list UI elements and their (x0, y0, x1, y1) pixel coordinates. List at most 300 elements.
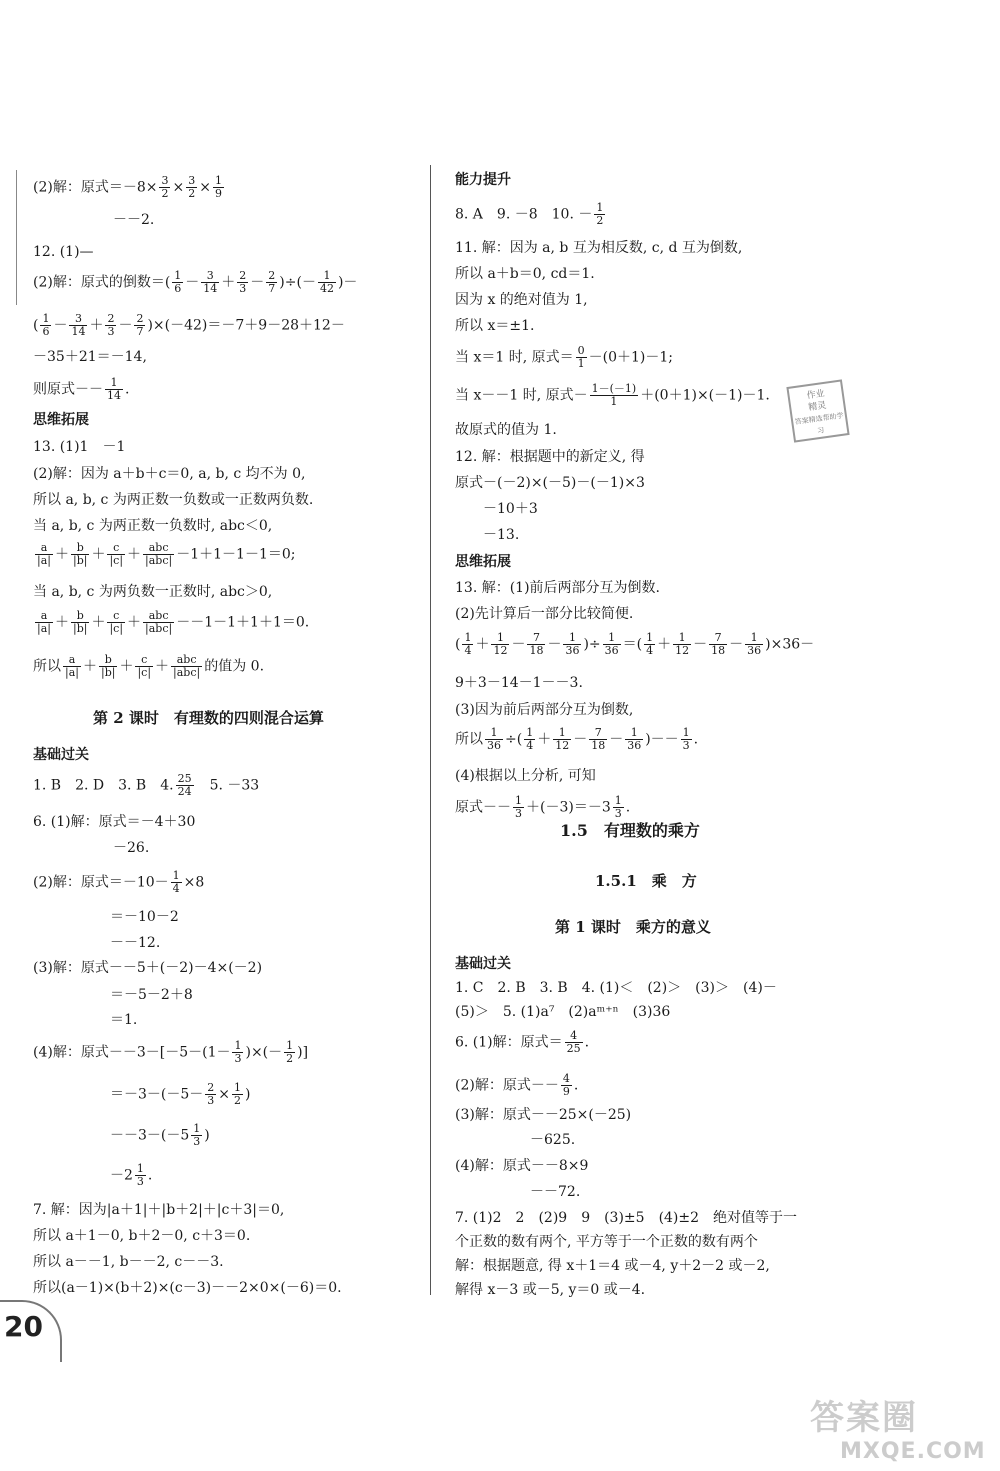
section-heading: 基础过关 (455, 956, 511, 972)
text: － (729, 636, 744, 653)
text: . (625, 799, 631, 816)
text: － (118, 317, 133, 334)
num: b (99, 654, 117, 667)
answer-line: $\frac{a}{|a|}$ ＋ $\frac{b}{|b|}$ ＋ $\frac{c}{|c|}$ ＋ $\frac{\text{abc}}{\text{|abc|}}$ －1＋1－1－1＝0; (37, 541, 296, 567)
num: abc (143, 542, 174, 555)
text: )－ (337, 274, 358, 291)
fraction (176, 773, 194, 798)
fraction (69, 313, 87, 338)
answer-line: 1. C 2. B 3. B 4. (1)＜ (2)＞ (3)＞ (4)－ (455, 980, 777, 996)
text: 1. B 2. D 3. B 4. (33, 777, 174, 794)
answer-line: 所以 a－－1, b－－2, c－－3. (33, 1254, 224, 1270)
den: |abc| (173, 666, 201, 679)
fraction (186, 175, 197, 200)
answer-line (33, 773, 259, 798)
answer-line (33, 270, 357, 295)
den: 2 (161, 187, 169, 200)
answer-line: 12. (1)— (33, 244, 94, 260)
den: 3 (682, 739, 690, 752)
fraction (135, 1163, 146, 1188)
den: 4 (172, 882, 180, 895)
fraction (171, 870, 182, 895)
num: 1 (491, 632, 509, 645)
fraction (71, 542, 89, 567)
text: 所以 (455, 731, 483, 748)
answer-line: 所以 a＋b＝0, cd＝1. (455, 266, 595, 282)
den: 12 (675, 644, 690, 657)
den: 4 (646, 644, 654, 657)
text: － (185, 274, 200, 291)
den: 4 (464, 644, 472, 657)
den: |b| (72, 554, 88, 567)
text: － (250, 274, 265, 291)
fraction (213, 175, 224, 200)
answer-line (455, 795, 630, 820)
den: |c| (109, 622, 124, 635)
num: a (35, 542, 53, 555)
num: 4 (562, 1072, 570, 1085)
fraction (681, 727, 692, 752)
num: 7 (589, 727, 607, 740)
den: 12 (493, 644, 508, 657)
num: 1 (464, 631, 472, 644)
answer-line: －13. (483, 527, 520, 543)
num: 3 (161, 174, 169, 187)
num: 1 (42, 312, 50, 325)
den: 7 (268, 282, 276, 295)
answer-line: －－2. (113, 212, 155, 228)
answer-line: －－72. (530, 1184, 581, 1200)
answer-line (455, 727, 698, 752)
num: 1 (193, 1122, 201, 1135)
text: 5. －33 (195, 777, 260, 794)
fraction (485, 727, 503, 752)
fraction (625, 727, 643, 752)
text: × (172, 179, 185, 196)
text: )×(－42)＝－7＋9－28＋12－ (147, 317, 345, 334)
lesson-title: 第 1 课时 乘方的意义 (555, 918, 711, 936)
fraction (603, 632, 621, 657)
num: 3 (201, 270, 219, 283)
num: 1 (603, 632, 621, 645)
answer-line: 6. (1)解：原式＝－4＋30 (33, 814, 196, 830)
text: －1＋1－1－1＝0; (176, 546, 296, 563)
fraction (107, 610, 125, 635)
den: |c| (137, 666, 152, 679)
fraction (589, 727, 607, 752)
answer-line: (2)先计算后一部分比较简便. (455, 606, 634, 622)
num: 1 (682, 726, 690, 739)
text: ＋(0＋1)×(－1)－1. (640, 387, 770, 404)
fraction (40, 313, 51, 338)
text: )÷ (583, 636, 601, 653)
answer-line (455, 202, 607, 227)
fraction (561, 1073, 572, 1098)
text: ( (455, 636, 461, 653)
den: 18 (529, 644, 544, 657)
den: 36 (487, 739, 501, 752)
fraction (527, 632, 545, 657)
answer-line (33, 870, 204, 895)
den: 3 (614, 807, 622, 820)
num: 2 (239, 269, 247, 282)
page-number: 20 (4, 1310, 43, 1343)
answer-line: 7. (1)2 2 (2)9 9 (3)±5 (4)±2 绝对值等于一 (455, 1210, 798, 1226)
stamp-mark (786, 379, 849, 442)
num: 1 (105, 377, 123, 390)
stamp-text: 作业 (806, 388, 826, 402)
stamp-text: 答案精选帮助学习 (794, 411, 844, 436)
fraction (172, 270, 183, 295)
answer-line (455, 383, 770, 408)
fraction (159, 175, 170, 200)
den: 1 (577, 357, 585, 370)
den: 36 (604, 644, 619, 657)
watermark-url: MXQE.COM (840, 1439, 986, 1464)
left-edge-rule (16, 170, 17, 305)
num: 1 (563, 632, 581, 645)
den: 14 (71, 325, 86, 338)
den: 3 (193, 1135, 201, 1148)
answer-line: 9＋3－14－1－－3. (455, 675, 583, 691)
fraction (524, 727, 535, 752)
answer-line: (3)解：原式－－5＋(－2)－4×(－2) (33, 960, 263, 976)
fraction (709, 632, 727, 657)
num: 3 (188, 174, 196, 187)
num: b (71, 610, 89, 623)
text: )×(－ (245, 1044, 283, 1061)
fraction (107, 542, 125, 567)
text: 则原式－－ (33, 381, 103, 398)
column-divider (430, 165, 431, 1295)
lesson-title: 第 2 课时 有理数的四则混合运算 (93, 709, 324, 727)
den: |c| (109, 554, 124, 567)
num: 1 (515, 794, 522, 807)
text: ( (33, 317, 39, 334)
fraction (171, 654, 202, 679)
num: c (135, 654, 153, 667)
den: 12 (555, 739, 570, 752)
answer-line (110, 1082, 250, 1107)
fraction (553, 727, 571, 752)
answer-line: 11. 解：因为 a, b 互为相反数, c, d 互为倒数, (455, 240, 743, 256)
num: 1 (234, 1081, 242, 1094)
answer-line: (5)＞ 5. (1)a⁷ (2)aᵐ⁺ⁿ (3)36 (455, 1004, 671, 1020)
fraction (563, 632, 581, 657)
watermark-text: 答案圈 (810, 1398, 918, 1438)
text: × (218, 1086, 231, 1103)
num: 1 (553, 727, 571, 740)
answer-line (110, 1163, 152, 1188)
text: . (147, 1167, 153, 1184)
answer-line: 所以 a＋1－0, b＋2－0, c＋3＝0. (33, 1228, 251, 1244)
num: 25 (177, 772, 192, 785)
text: 6. (1)解：原式＝ (455, 1034, 563, 1051)
num: 1 (485, 727, 503, 740)
fraction (613, 795, 624, 820)
text: ＋ (221, 274, 236, 291)
text: . (573, 1077, 579, 1094)
fraction (318, 270, 336, 295)
text: ＋ (89, 317, 104, 334)
text: － (609, 731, 624, 748)
den: 3 (515, 807, 522, 820)
answer-line: (4)解：原式－－8×9 (455, 1158, 589, 1174)
den: |b| (72, 622, 88, 635)
fraction (105, 377, 123, 402)
den: |a| (65, 666, 79, 679)
den: 3 (234, 1052, 242, 1065)
fraction (565, 1030, 583, 1055)
num: 3 (69, 313, 87, 326)
den: 9 (214, 187, 222, 200)
num: 1 (625, 727, 643, 740)
den: 2 (188, 187, 196, 200)
num: 1 (673, 632, 691, 645)
answer-line (455, 1073, 578, 1098)
fraction (237, 270, 248, 295)
num: 4 (565, 1030, 583, 1043)
answer-line: 原式－(－2)×(－5)－(－1)×3 (455, 475, 645, 491)
answer-line (455, 632, 814, 657)
text: － (547, 636, 562, 653)
den: |abc| (145, 554, 173, 567)
fraction (590, 383, 639, 408)
num: 0 (577, 344, 585, 357)
num: a (35, 610, 53, 623)
fraction (205, 1082, 216, 1107)
fraction (745, 632, 763, 657)
answer-line (455, 1030, 589, 1055)
num: 1 (745, 632, 763, 645)
answer-line (33, 1040, 308, 1065)
answer-line: 13. 解：(1)前后两部分互为倒数. (455, 580, 660, 596)
den: 18 (711, 644, 726, 657)
answer-line: 个正数的数有两个, 平方等于一个正数的数有两个 (455, 1234, 758, 1250)
den: 1 (610, 395, 618, 408)
section-heading: 思维拓展 (33, 412, 89, 428)
num: 1 (174, 269, 182, 282)
answer-line: 所以 x＝±1. (455, 318, 535, 334)
section-heading: 思维拓展 (455, 554, 511, 570)
fraction (284, 1040, 295, 1065)
num: 1 (646, 631, 654, 644)
den: 3 (107, 325, 115, 338)
fraction (232, 1040, 243, 1065)
text: ) (204, 1127, 210, 1144)
section-title: 1.5 有理数的乘方 (560, 821, 700, 840)
den: |abc| (145, 622, 173, 635)
fraction (576, 345, 587, 370)
text: ＋ (537, 731, 552, 748)
den: 36 (565, 644, 580, 657)
answer-line: －35＋21＝－14, (33, 349, 147, 365)
fraction (71, 610, 89, 635)
den: 14 (203, 282, 218, 295)
fraction (99, 654, 117, 679)
fraction (143, 610, 174, 635)
text: 的值为 0. (204, 658, 265, 675)
fraction (232, 1082, 243, 1107)
fraction (594, 202, 605, 227)
den: 3 (136, 1175, 144, 1188)
text: . (584, 1034, 590, 1051)
den: |b| (100, 666, 116, 679)
answer-line: 故原式的值为 1. (455, 422, 557, 438)
den: 25 (566, 1042, 581, 1055)
den: 6 (42, 325, 50, 338)
answer-line: ＝－10－2 (110, 909, 179, 925)
text: －(0＋1)－1; (588, 349, 673, 366)
answer-line (455, 345, 673, 370)
num: 1 (614, 794, 622, 807)
num: 2 (107, 312, 115, 325)
fraction (35, 542, 53, 567)
answer-line: 13. (1)1 －1 (33, 439, 126, 455)
den: |a| (37, 554, 51, 567)
num: 1 (596, 201, 604, 214)
fraction (63, 654, 81, 679)
den: 42 (319, 282, 334, 295)
answer-line: －－12. (110, 935, 161, 951)
fraction (134, 313, 145, 338)
answer-line: 因为 x 的绝对值为 1, (455, 292, 588, 308)
num: abc (143, 610, 174, 623)
den: 36 (747, 644, 762, 657)
text: ＋ (475, 636, 490, 653)
answer-line: ＝－5－2＋8 (110, 987, 193, 1003)
fraction (513, 795, 524, 820)
text: －－1－1＋1＋1＝0. (176, 614, 310, 631)
fraction (105, 313, 116, 338)
text: (2)解：原式－－ (455, 1077, 559, 1094)
text: 原式－－ (455, 799, 511, 816)
text: －2 (110, 1167, 133, 1184)
section-heading: 基础过关 (33, 747, 89, 763)
fraction (135, 654, 153, 679)
num: 7 (709, 632, 727, 645)
den: 2 (234, 1094, 242, 1107)
text: ＝－3－(－5－ (110, 1086, 204, 1103)
answer-line: 解：根据题意, 得 x＋1＝4 或－4, y＋2－2 或－2, (455, 1258, 770, 1274)
answer-line: $\frac{a}{|a|}$ ＋ $\frac{b}{|b|}$ ＋ $\frac{c}{|c|}$ ＋ $\frac{\text{abc}}{\text{|abc|}}$ －－1－1＋1＋1＝0. (37, 609, 310, 635)
fraction (491, 632, 509, 657)
num: 1－(－1) (591, 382, 637, 395)
answer-line: －10＋3 (483, 501, 538, 517)
answer-line: (2)解：因为 a＋b＋c＝0, a, b, c 均不为 0, (33, 466, 306, 482)
den: 4 (526, 739, 534, 752)
text: )] (297, 1044, 309, 1061)
answer-line (33, 377, 129, 402)
num: 1 (214, 174, 222, 187)
num: 1 (286, 1039, 294, 1052)
num: 2 (136, 312, 144, 325)
text: (2)解：原式＝－8× (33, 179, 158, 196)
text: )÷(－ (279, 274, 316, 291)
num: 2 (207, 1081, 215, 1094)
answer-line (33, 175, 226, 200)
text: － (573, 731, 588, 748)
answer-line: (3)解：原式－－25×(－25) (455, 1107, 632, 1123)
answer-line (110, 1123, 210, 1148)
num: 1 (172, 869, 180, 882)
text: )×36－ (765, 636, 815, 653)
den: 18 (591, 739, 606, 752)
text: )－－ (645, 731, 679, 748)
num: a (63, 654, 81, 667)
den: 3 (207, 1094, 215, 1107)
answer-line: 解得 x－3 或－5, y＝0 或－4. (455, 1282, 646, 1298)
den: 3 (239, 282, 247, 295)
answer-line: －26. (113, 840, 150, 856)
text: 8. A 9. －8 10. － (455, 206, 593, 223)
answer-line: 当 a, b, c 为两负数一正数时, abc＞0, (33, 584, 273, 600)
text: ＋ (657, 636, 672, 653)
fraction (35, 610, 53, 635)
num: 1 (526, 726, 534, 739)
answer-line: 当 a, b, c 为两正数一负数时, abc＜0, (33, 518, 273, 534)
answer-line: 7. 解：因为|a＋1|＋|b＋2|＋|c＋3|＝0, (33, 1202, 285, 1218)
answer-line: (4)根据以上分析, 可知 (455, 768, 596, 784)
text: － (511, 636, 526, 653)
den: 2 (596, 214, 604, 227)
text: (4)解：原式－－3－[－5－(1－ (33, 1044, 231, 1061)
answer-line: 12. 解：根据题中的新定义, 得 (455, 449, 645, 465)
fraction (143, 542, 174, 567)
text: ) (245, 1086, 251, 1103)
text: . (125, 381, 130, 398)
num: 2 (268, 269, 276, 282)
den: |a| (37, 622, 51, 635)
stamp-text: 精灵 (807, 400, 828, 414)
num: 1 (318, 270, 336, 283)
text: －－3－(－5 (110, 1127, 190, 1144)
section-heading: 能力提升 (455, 172, 511, 188)
text: ＋(－3)＝－3 (526, 799, 611, 816)
num: abc (171, 654, 202, 667)
text: . (693, 731, 699, 748)
fraction (266, 270, 277, 295)
answer-line: 所以 $\frac{a}{|a|}$ ＋ $\frac{b}{|b|}$ ＋ $\frac{c}{|c|}$ ＋ $\frac{\text{abc}}{\text{|abc|}}$ 的值为 0. (33, 653, 265, 679)
den: 14 (107, 389, 121, 402)
text: × (199, 179, 211, 196)
den: 9 (562, 1085, 570, 1098)
answer-line: 所以(a－1)×(b＋2)×(c－3)－－2×0×(－6)＝0. (33, 1280, 342, 1296)
den: 7 (136, 325, 144, 338)
answer-line: ＝1. (110, 1012, 138, 1028)
watermark-logo (810, 1390, 990, 1465)
fraction (673, 632, 691, 657)
den: 24 (177, 785, 192, 798)
text: － (53, 317, 68, 334)
den: 2 (286, 1052, 294, 1065)
text: 当 x＝1 时, 原式＝ (455, 349, 574, 366)
answer-line (33, 313, 345, 338)
answer-line: －625. (530, 1132, 576, 1148)
den: 36 (627, 739, 642, 752)
text: ÷( (505, 731, 523, 748)
answer-line: 所以 a, b, c 为两正数一负数或一正数两负数. (33, 492, 314, 508)
text: － (693, 636, 708, 653)
fraction (644, 632, 655, 657)
text: (2)解：原式＝－10－ (33, 874, 169, 891)
subsection-title: 1.5.1 乘 方 (595, 872, 697, 890)
answer-line: (3)因为前后两部分互为倒数, (455, 702, 634, 718)
num: 1 (234, 1039, 242, 1052)
num: c (107, 542, 125, 555)
text: ×8 (183, 874, 205, 891)
fraction (462, 632, 473, 657)
